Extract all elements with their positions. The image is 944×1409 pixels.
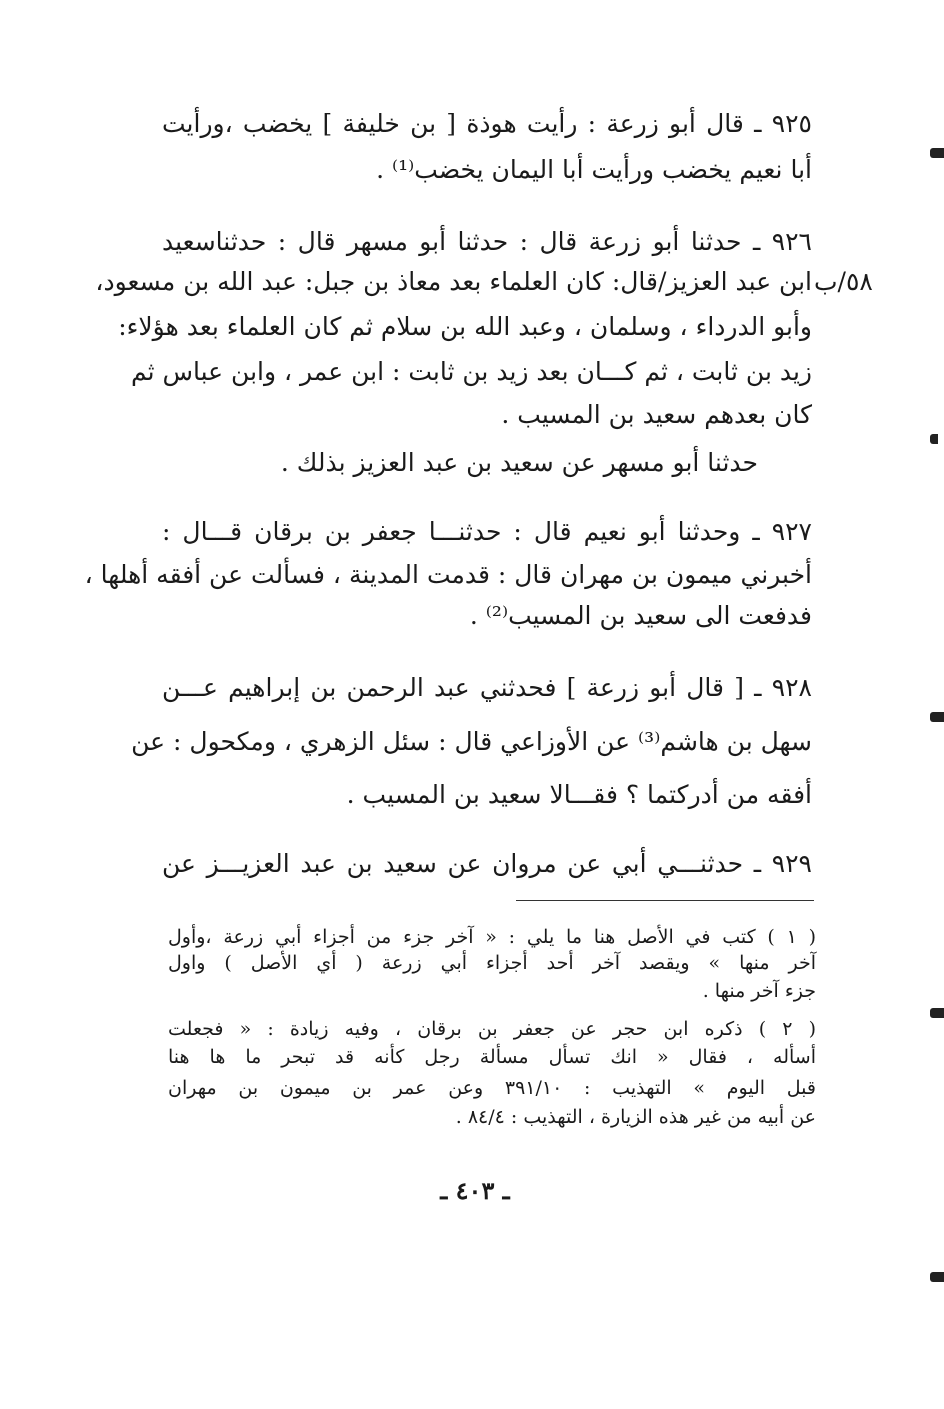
scan-edge-mark: [930, 148, 944, 158]
text-line-926-e: كان بعدهم سعيد بن المسيب .: [501, 400, 812, 429]
text-line-927-a: ٩٢٧ ـ وحدثنا أبو نعيم قال : حدثنـــا جعفر بن برقان قـــال :: [162, 517, 812, 546]
text-line-928-a: ٩٢٨ ـ [ قال أبو زرعة ] فحدثني عبد الرحمن بن إبراهيم عـــن: [162, 673, 812, 702]
text-line-925-a: ٩٢٥ ـ قال أبو زرعة : رأيت هوذة [ بن خليفة ] يخضب ،ورأيت: [162, 109, 812, 138]
scan-edge-mark: [930, 1008, 944, 1018]
footnote-2-line-d: عن أبيه من غير هذه الزيارة ، التهذيب : ٨٤/٤ .: [455, 1106, 816, 1128]
text-line-929-a: ٩٢٩ ـ حدثنـــي أبي عن مروان عن سعيد بن عبد العزيـــز عن: [162, 849, 812, 878]
manuscript-folio-marker: ٥٨/ب: [814, 267, 873, 296]
footnote-separator: [516, 900, 814, 901]
text-line-925-b: أبا نعيم يخضب ورأيت أبا اليمان يخضب⁽¹⁾ .: [376, 155, 812, 184]
footnote-2-line-b: أسأله ، فقال « انك تسأل مسألة رجل كأنه قد تبحر ما ها هنا: [168, 1046, 816, 1068]
text-line-926-chain: حدثنا أبو مسهر عن سعيد بن عبد العزيز بذلك .: [280, 448, 758, 477]
page-number: ـ ٤٠٣ ـ: [440, 1176, 510, 1205]
text-line-926-a: ٩٢٦ ـ حدثنا أبو زرعة قال : حدثنا أبو مسهر قال : حدثناسعيد: [162, 227, 812, 256]
footnote-1-line-c: جزء آخر منها .: [702, 980, 816, 1002]
footnote-2-line-a: ( ٢ ) ذكره ابن حجر عن جعفر بن برقان ، وفيه زيادة : « فجعلت: [168, 1018, 816, 1040]
footnote-1-line-a: ( ١ ) كتب في الأصل هنا ما يلي : « آخر جزء من أجزاء أبي زرعة ،وأول: [168, 926, 816, 948]
text-line-926-b: ابن عبد العزيز/قال: كان العلماء بعد معاذ بن جبل: عبد الله بن مسعود،: [95, 267, 812, 296]
text-line-928-c: أفقه من أدركتما ؟ فقـــالا سعيد بن المسيب .: [346, 780, 812, 809]
text-line-927-c: فدفعت الى سعيد بن المسيب⁽²⁾ .: [469, 601, 812, 630]
scan-edge-mark: [930, 434, 938, 444]
text-line-926-c: وأبو الدرداء ، وسلمان ، وعبد الله بن سلام ثم كان العلماء بعد هؤلاء:: [118, 312, 812, 341]
scan-edge-mark: [930, 712, 944, 722]
text-line-926-d: زيد بن ثابت ، ثم كـــان بعد زيد بن ثابت : ابن عمر ، وابن عباس ثم: [130, 357, 812, 386]
scan-edge-mark: [930, 1272, 944, 1282]
footnote-1-line-b: آخر منها » ويقصد آخر أحد أجزاء أبي زرعة ( أي الأصل ) واول: [168, 952, 816, 974]
text-line-928-b: سهل بن هاشم⁽³⁾ عن الأوزاعي قال : سئل الزهري ، ومكحول : عن: [131, 727, 812, 756]
text-line-927-b: أخبرني ميمون بن مهران قال : قدمت المدينة ، فسألت عن أفقه أهلها ،: [84, 560, 812, 589]
footnote-2-line-c: قبل اليوم » التهذيب : ٣٩١/١٠ وعن عمر بن ميمون بن مهران: [168, 1077, 816, 1099]
